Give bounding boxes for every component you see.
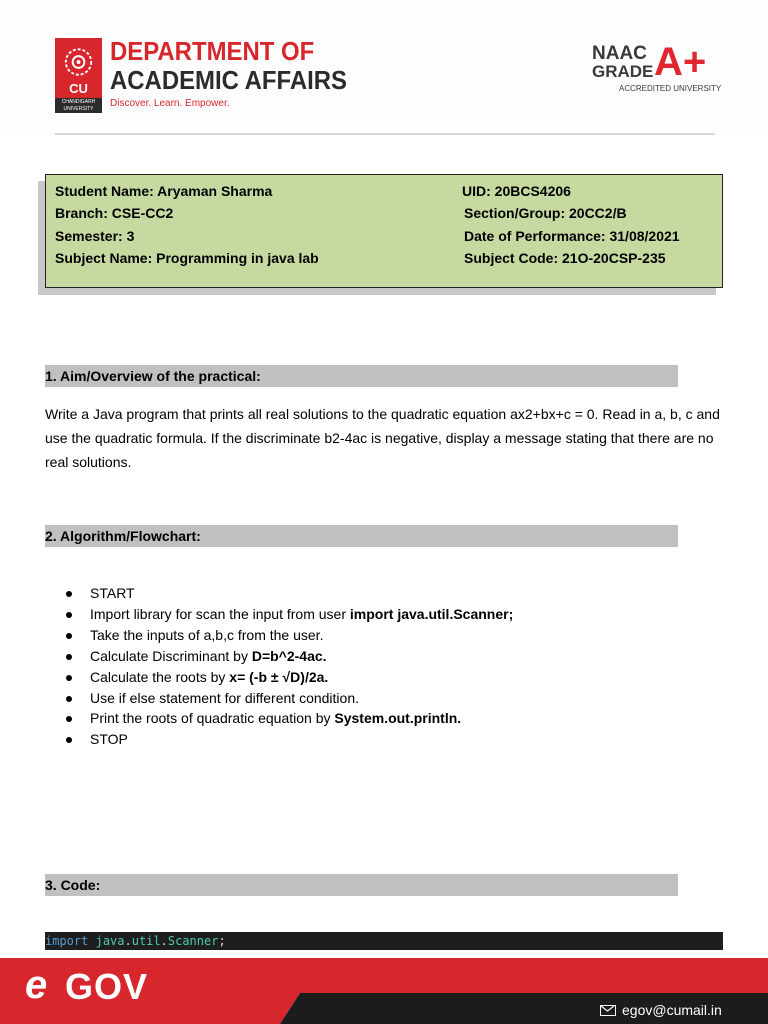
bullet-icon xyxy=(66,716,72,722)
code-block xyxy=(45,932,723,950)
bullet-icon xyxy=(66,696,72,702)
tagline: Discover. Learn. Empower. xyxy=(110,98,230,109)
dept-line-2: ACADEMIC AFFAIRS xyxy=(110,65,347,95)
bullet-icon xyxy=(66,591,72,597)
egov-logo-gov: GOV xyxy=(65,966,149,1007)
step-bold: D=b^2-4ac. xyxy=(251,647,327,664)
step-text: Take the inputs of a,b,c from the user. xyxy=(90,626,324,643)
code-semicolon: ; xyxy=(218,934,226,948)
bullet-icon xyxy=(66,675,72,681)
footer-email-text[interactable]: egov@cumail.in xyxy=(622,1002,722,1018)
page-header xyxy=(0,0,768,135)
algorithm-section-heading xyxy=(45,525,678,547)
cu-logo xyxy=(55,38,102,113)
naac-logo xyxy=(592,40,722,96)
cu-logo-letters: CU xyxy=(69,81,88,96)
egov-logo-e: e xyxy=(25,963,48,1007)
code-package: java xyxy=(95,934,125,948)
list-item xyxy=(64,729,513,750)
naac-text: NAAC xyxy=(592,43,647,64)
student-info-box xyxy=(45,174,723,288)
branch: Branch: CSE-CC2 xyxy=(55,205,174,221)
bullet-icon xyxy=(66,654,72,660)
date-of-performance: Date of Performance: 31/08/2021 xyxy=(464,228,680,244)
dept-line-1: DEPARTMENT OF xyxy=(110,36,315,66)
student-uid: UID: 20BCS4206 xyxy=(462,183,571,199)
step-text: START xyxy=(90,585,135,601)
list-item xyxy=(64,708,513,729)
step-text: Print the roots of quadratic equation by xyxy=(90,710,335,727)
subject-code: Subject Code: 21O-20CSP-235 xyxy=(464,250,666,266)
student-name: Student Name: Aryaman Sharma xyxy=(55,183,273,199)
step-text: Calculate Discriminant by xyxy=(90,647,252,664)
section-group: Section/Group: 20CC2/B xyxy=(464,205,627,221)
bullet-icon xyxy=(66,612,72,618)
list-item xyxy=(64,667,513,688)
aim-section-heading xyxy=(45,365,678,387)
code-section-heading xyxy=(45,874,678,896)
list-item xyxy=(64,688,513,709)
naac-grade-text: GRADE xyxy=(592,62,654,81)
bullet-icon xyxy=(66,737,72,743)
code-package: util xyxy=(131,934,161,948)
step-text: Import library for scan the input from user xyxy=(90,605,350,622)
mail-icon xyxy=(600,1005,616,1016)
cu-emblem-icon xyxy=(59,42,98,82)
list-item xyxy=(64,604,513,625)
algorithm-list xyxy=(64,583,513,750)
footer-email[interactable] xyxy=(600,1000,722,1020)
naac-accredited: ACCREDITED UNIVERSITY xyxy=(619,84,722,93)
code-section-title: 3. Code: xyxy=(45,877,101,893)
code-dot: . xyxy=(160,934,168,948)
list-item xyxy=(64,625,513,646)
code-dot: . xyxy=(124,934,132,948)
naac-aplus: A+ xyxy=(654,40,707,84)
header-divider xyxy=(55,133,715,135)
code-class: Scanner xyxy=(167,934,219,948)
step-bold: import java.util.Scanner; xyxy=(349,605,514,622)
list-item xyxy=(64,583,513,604)
step-text: STOP xyxy=(90,731,128,748)
cu-logo-caption: CHANDIGARH UNIVERSITY xyxy=(55,98,102,113)
step-bold: System.out.println. xyxy=(334,710,462,727)
aim-section-title: 1. Aim/Overview of the practical: xyxy=(45,368,261,384)
department-title xyxy=(110,36,347,111)
code-keyword: import xyxy=(45,934,89,948)
aim-paragraph: Write a Java program that prints all real solutions to the quadratic equation ax2+bx+c = 0. Read in a, b, c and use the quadratic formula. If the discriminate b2-4ac is negative, display a message stating that there are no real solutions. xyxy=(45,406,720,470)
step-text: Calculate the roots by xyxy=(90,668,230,685)
list-item xyxy=(64,646,513,667)
algorithm-section-title: 2. Algorithm/Flowchart: xyxy=(45,528,201,544)
step-text: Use if else statement for different condition. xyxy=(90,689,359,706)
semester: Semester: 3 xyxy=(55,228,135,244)
bullet-icon xyxy=(66,633,72,639)
egov-logo xyxy=(25,963,185,1007)
step-bold: x= (-b ± √D)/2a. xyxy=(229,668,329,685)
subject-name: Subject Name: Programming in java lab xyxy=(55,250,319,266)
